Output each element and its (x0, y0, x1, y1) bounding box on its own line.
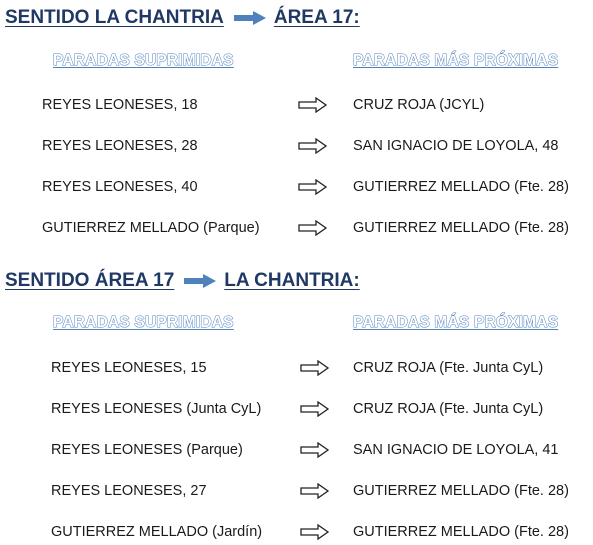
section1-title-left: SENTIDO LA CHANTRIA (5, 7, 224, 28)
nearest-stop: CRUZ ROJA (JCYL) (353, 97, 485, 113)
section2-title-left: SENTIDO ÁREA 17 (5, 270, 175, 291)
section1-row-3 (0, 176, 593, 198)
section2-heading (5, 270, 360, 292)
section1-row-1 (0, 94, 593, 116)
section2-column-suppressed: PARADAS SUPRIMIDAS (53, 314, 234, 331)
suppressed-stop: REYES LEONESES, 40 (42, 179, 198, 195)
nearest-stop: GUTIERREZ MELLADO (Fte. 28) (353, 220, 569, 236)
nearest-stop: GUTIERREZ MELLADO (Fte. 28) (353, 179, 569, 195)
nearest-stop: GUTIERREZ MELLADO (Fte. 28) (353, 524, 569, 540)
nearest-stop: SAN IGNACIO DE LOYOLA, 48 (353, 138, 559, 154)
suppressed-stop: REYES LEONESES (Parque) (51, 442, 243, 458)
hollow-right-arrow-icon (300, 524, 330, 540)
section1-column-nearest: PARADAS MÁS PRÓXIMAS (353, 52, 559, 69)
suppressed-stop: GUTIERREZ MELLADO (Jardín) (51, 524, 263, 540)
suppressed-stop: REYES LEONESES, 28 (42, 138, 198, 154)
section1-heading (5, 7, 360, 29)
hollow-right-arrow-icon (298, 138, 328, 154)
right-arrow-icon (234, 11, 266, 25)
suppressed-stop: REYES LEONESES, 18 (42, 97, 198, 113)
hollow-right-arrow-icon (300, 360, 330, 376)
suppressed-stop: REYES LEONESES, 15 (51, 360, 207, 376)
section2-row-3 (0, 439, 593, 461)
hollow-right-arrow-icon (298, 179, 328, 195)
nearest-stop: CRUZ ROJA (Fte. Junta CyL) (353, 360, 544, 376)
section2-row-4 (0, 480, 593, 502)
nearest-stop: SAN IGNACIO DE LOYOLA, 41 (353, 442, 559, 458)
section1-column-suppressed: PARADAS SUPRIMIDAS (53, 52, 234, 69)
section1-row-2 (0, 135, 593, 157)
hollow-right-arrow-icon (300, 483, 330, 499)
right-arrow-icon (184, 274, 216, 288)
suppressed-stop: GUTIERREZ MELLADO (Parque) (42, 220, 260, 236)
hollow-right-arrow-icon (300, 442, 330, 458)
hollow-right-arrow-icon (298, 97, 328, 113)
section2-column-nearest: PARADAS MÁS PRÓXIMAS (353, 314, 559, 331)
suppressed-stop: REYES LEONESES (Junta CyL) (51, 401, 262, 417)
suppressed-stop: REYES LEONESES, 27 (51, 483, 207, 499)
section2-row-1 (0, 357, 593, 379)
hollow-right-arrow-icon (300, 401, 330, 417)
nearest-stop: CRUZ ROJA (Fte. Junta CyL) (353, 401, 544, 417)
section1-row-4 (0, 217, 593, 239)
section1-title-right: ÁREA 17: (273, 7, 360, 28)
hollow-right-arrow-icon (298, 220, 328, 236)
section2-row-2 (0, 398, 593, 420)
section2-row-5 (0, 521, 593, 543)
nearest-stop: GUTIERREZ MELLADO (Fte. 28) (353, 483, 569, 499)
section2-title-right: LA CHANTRIA: (224, 270, 360, 291)
